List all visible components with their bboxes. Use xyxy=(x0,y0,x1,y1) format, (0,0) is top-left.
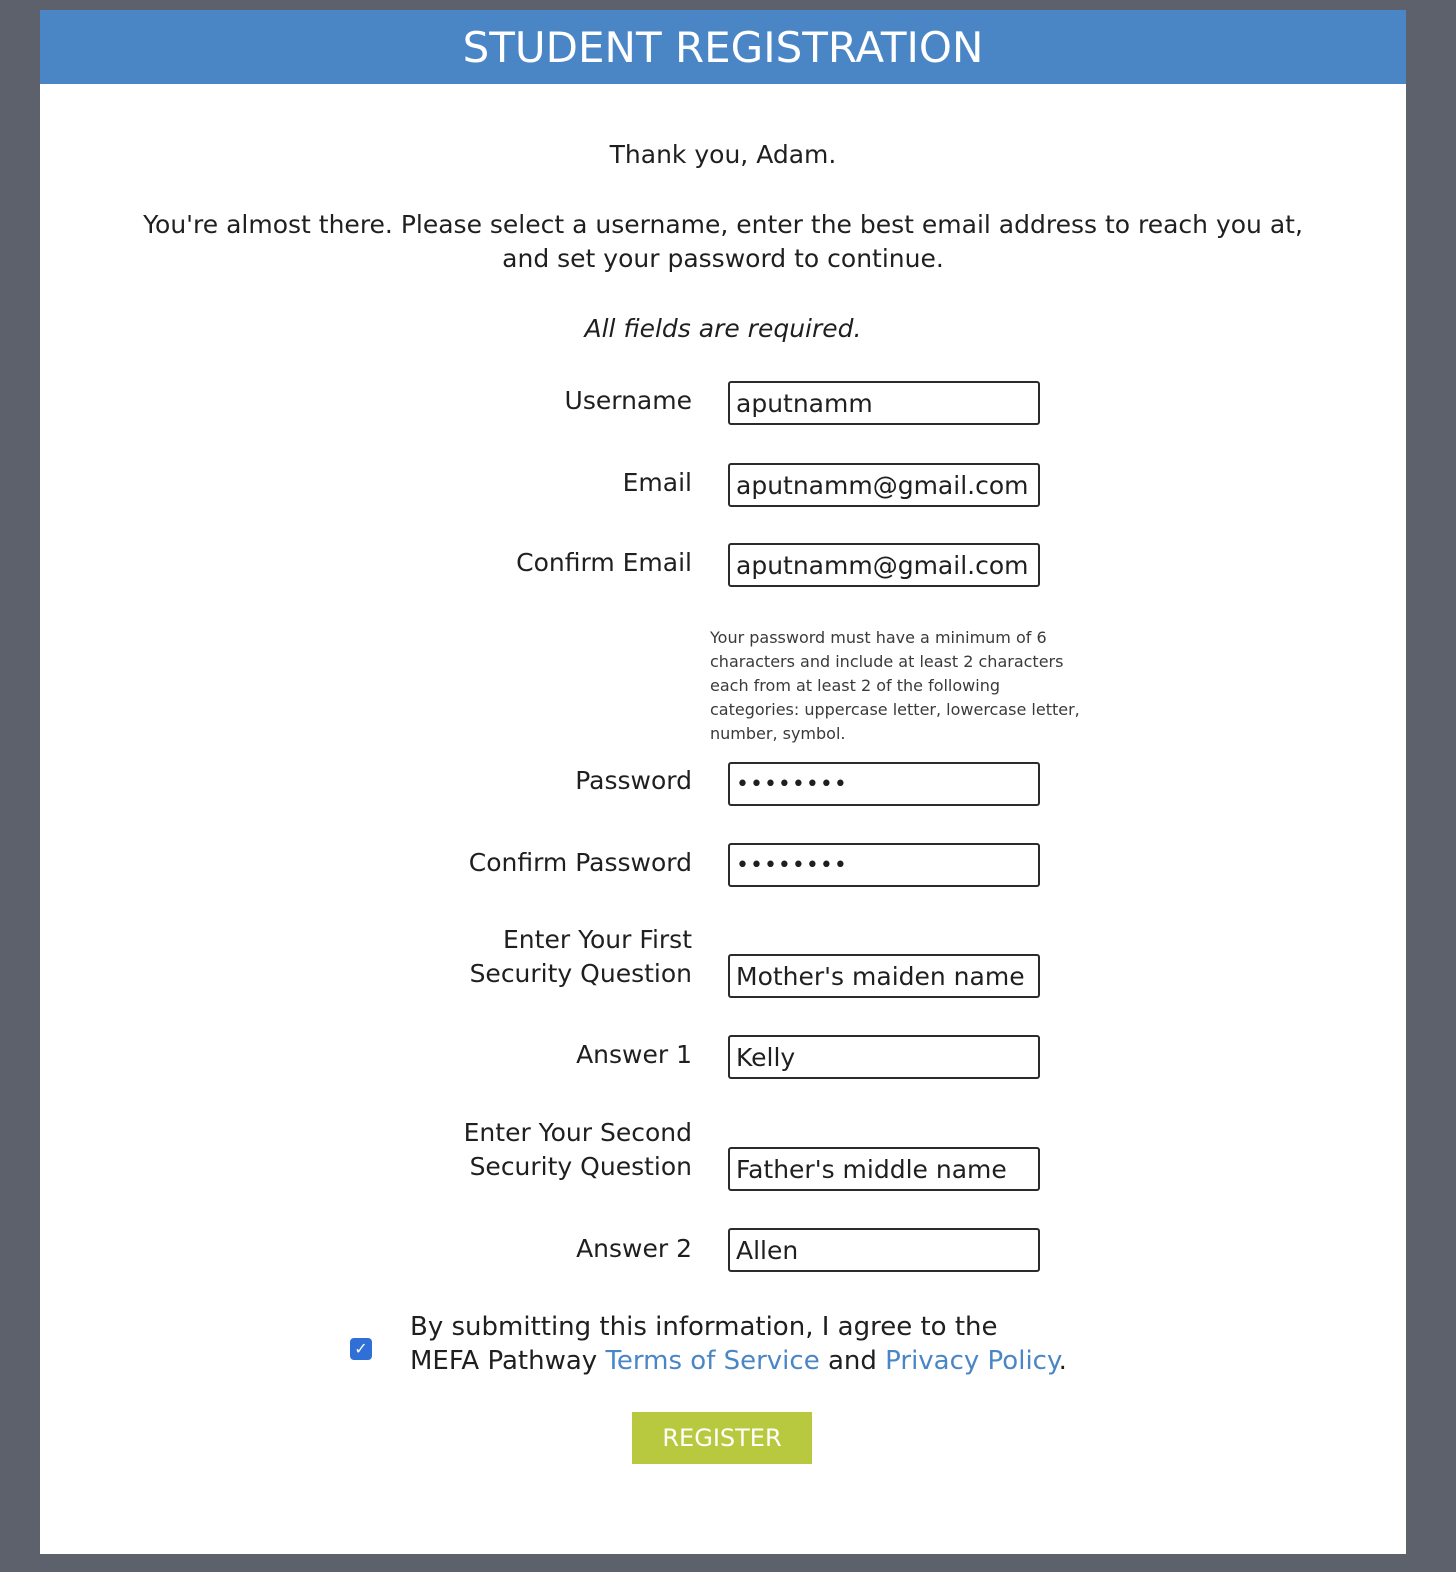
page-title: STUDENT REGISTRATION xyxy=(462,22,984,72)
agreement-text-after: . xyxy=(1058,1346,1067,1376)
security-question-2-label-line2: Security Question xyxy=(469,1152,692,1181)
username-input[interactable] xyxy=(728,381,1040,425)
security-question-1-label-line1: Enter Your First xyxy=(503,925,692,954)
answer-1-input[interactable] xyxy=(728,1035,1040,1079)
register-button[interactable]: REGISTER xyxy=(632,1412,812,1464)
agreement-text xyxy=(410,1310,1070,1378)
confirm-password-label: Confirm Password xyxy=(468,848,692,877)
answer-2-label: Answer 2 xyxy=(576,1234,692,1263)
password-label: Password xyxy=(575,766,692,795)
security-question-1-label xyxy=(470,923,692,991)
email-label: Email xyxy=(622,468,692,497)
password-input[interactable] xyxy=(728,762,1040,806)
checkmark-icon: ✓ xyxy=(354,1339,368,1358)
required-note: All fields are required. xyxy=(584,314,862,343)
agreement-checkbox[interactable] xyxy=(350,1338,372,1360)
confirm-password-input[interactable] xyxy=(728,843,1040,887)
security-question-2-label-line1: Enter Your Second xyxy=(463,1118,692,1147)
security-question-1-label-line2: Security Question xyxy=(469,959,692,988)
page-header xyxy=(40,10,1406,84)
instructions-message: You're almost there. Please select a username, enter the best email address to reach you at, and set your password to continue. xyxy=(143,210,1303,273)
security-question-1-input[interactable] xyxy=(728,954,1040,998)
agreement-text-before: By submitting this information, I agree to the MEFA Pathway xyxy=(410,1312,998,1376)
username-label: Username xyxy=(564,386,692,415)
answer-1-label: Answer 1 xyxy=(576,1040,692,1069)
security-question-2-label xyxy=(464,1116,692,1184)
privacy-policy-link[interactable]: Privacy Policy xyxy=(885,1346,1059,1376)
thank-you-message: Thank you, Adam. xyxy=(609,140,837,169)
confirm-email-label: Confirm Email xyxy=(516,548,692,577)
email-input[interactable] xyxy=(728,463,1040,507)
security-question-2-input[interactable] xyxy=(728,1147,1040,1191)
agreement-text-middle: and xyxy=(819,1346,886,1376)
registration-panel xyxy=(40,10,1406,1554)
answer-2-input[interactable] xyxy=(728,1228,1040,1272)
confirm-email-input[interactable] xyxy=(728,543,1040,587)
terms-of-service-link[interactable]: Terms of Service xyxy=(605,1346,820,1376)
password-hint: Your password must have a minimum of 6 characters and include at least 2 characters each from at least 2 of the following categories: uppercase letter, lowercase letter, number, symbol. xyxy=(710,628,1080,743)
